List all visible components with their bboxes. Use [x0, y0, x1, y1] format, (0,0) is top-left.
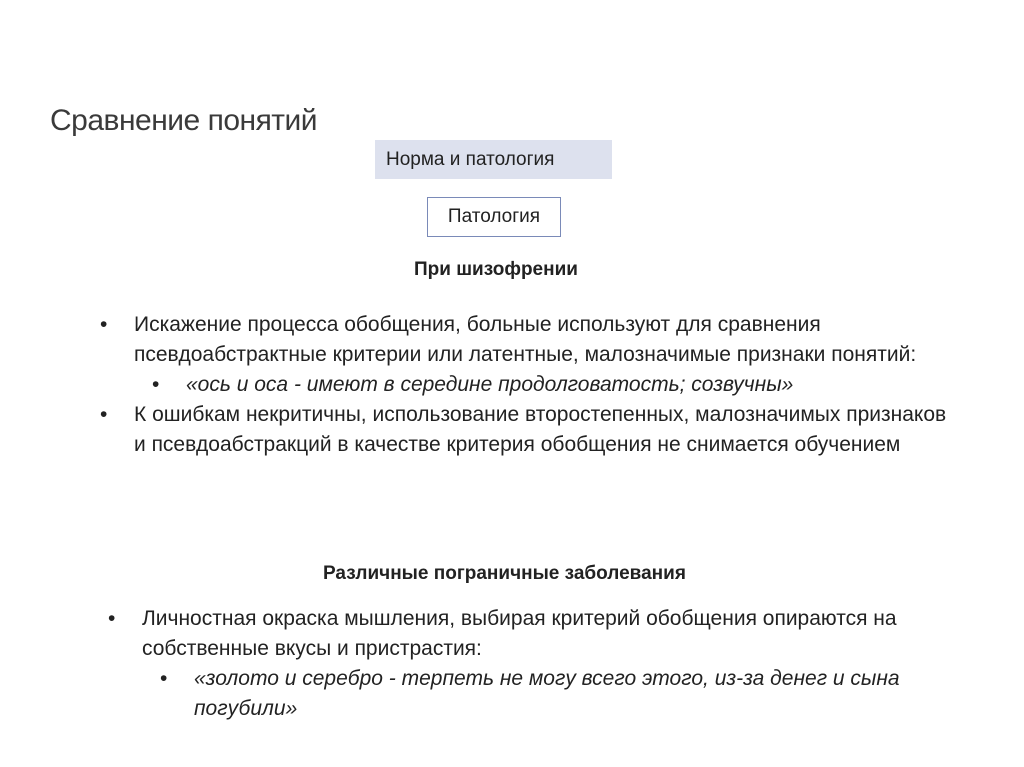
schizophrenia-bullet-list	[100, 310, 960, 460]
slide-title: Сравнение понятий	[50, 104, 318, 137]
example-bullet-item: • «золото и серебро - терпеть не могу всего этого, из-за денег и сына погубили»	[108, 664, 988, 724]
bullet-item: • Личностная окраска мышления, выбирая критерий обобщения опираются на собственные вкусы и пристрастия:	[108, 604, 988, 664]
bullet-item: • К ошибкам некритичны, использование второстепенных, малозначимых признаков и псевдоабстракций в качестве критерия обобщения не снимается обучением	[100, 400, 960, 460]
bullet-item: • Искажение процесса обобщения, больные используют для сравнения псевдоабстрактные критерии или латентные, малозначимые признаки понятий:	[100, 310, 960, 370]
topic-box: Норма и патология	[375, 140, 612, 179]
example-bullet-item: • «ось и оса - имеют в середине продолговатость; созвучны»	[100, 370, 960, 400]
borderline-bullet-list	[108, 604, 988, 724]
section-heading-borderline: Различные пограничные заболевания	[323, 563, 686, 584]
section-heading-schizophrenia: При шизофрении	[414, 259, 578, 280]
sub-topic-box: Патология	[427, 197, 561, 237]
